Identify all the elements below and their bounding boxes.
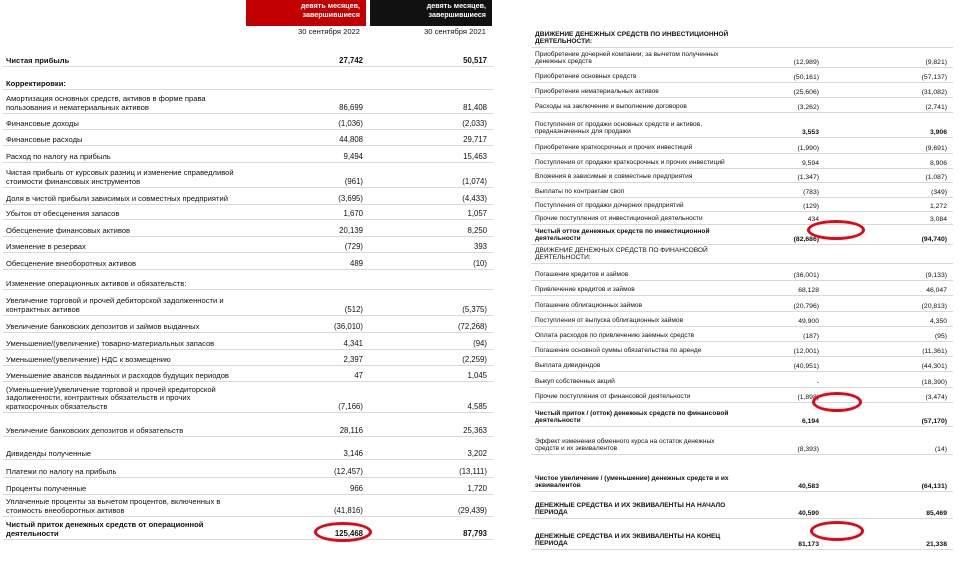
value-2021: (349) <box>931 189 947 196</box>
value-2022: 44,808 <box>339 135 363 144</box>
table-row <box>531 492 953 519</box>
value-2022: (3,262) <box>797 104 819 111</box>
table-row <box>3 205 493 220</box>
table-row <box>3 67 493 90</box>
value-2022: (1,347) <box>797 174 819 181</box>
value-2021: (10) <box>473 259 487 268</box>
value-2021: 81,408 <box>463 103 487 112</box>
value-2022: (3,695) <box>338 194 363 203</box>
value-2022: (961) <box>344 177 363 186</box>
value-2022: - <box>816 379 819 386</box>
value-2021: (2,259) <box>462 355 487 364</box>
value-2022: 40,583 <box>798 483 819 490</box>
table-row <box>531 138 953 154</box>
table-row <box>531 403 953 427</box>
value-2021: (5,375) <box>462 305 487 314</box>
row-label: Чистое увеличение / (уменьшение) денежных средств и их эквивалентов <box>535 474 729 490</box>
row-label: Поступления от продажи основных средств и активов, предназначенных для продажи <box>535 120 703 136</box>
value-2021: 8,906 <box>929 160 947 167</box>
value-2021: (9,691) <box>925 145 947 152</box>
row-label: Эффект изменения обменного курса на остаток денежных средств и их эквивалентов <box>535 437 715 453</box>
value-2021: (29,439) <box>457 506 487 515</box>
column-header-2021: девять месяцев, завершившиеся <box>370 0 492 26</box>
table-row <box>531 154 953 169</box>
table-row <box>531 372 953 388</box>
date-2021: 30 сентября 2021 <box>424 27 486 36</box>
value-2022: (729) <box>344 242 363 251</box>
value-2022: 47 <box>354 371 363 380</box>
table-row <box>3 460 493 478</box>
table-row <box>3 437 493 460</box>
row-label: Расход по налогу на прибыль <box>6 151 111 161</box>
row-label: Приобретение нематериальных активов <box>535 88 659 96</box>
value-2022: (512) <box>344 305 363 314</box>
row-label: Увеличение банковских депозитов и займов выданных <box>6 321 200 331</box>
value-2021: (2,741) <box>925 104 947 111</box>
row-label: Платежи по налогу на прибыль <box>6 466 117 476</box>
row-label: Чистая прибыль <box>6 55 70 65</box>
value-2021: (18,390) <box>921 379 947 386</box>
value-2022: (129) <box>803 203 819 210</box>
row-label: Поступления от выпуска облигационных займов <box>535 317 684 325</box>
value-2022: (7,166) <box>338 402 363 411</box>
date-2022: 30 сентября 2022 <box>298 27 360 36</box>
row-label: Чистый приток / (отток) денежных средств по финансовой деятельности <box>535 409 729 425</box>
row-label: Погашение основной суммы обязательства по аренде <box>535 347 702 355</box>
table-row <box>531 264 953 281</box>
row-label: ДЕНЕЖНЫЕ СРЕДСТВА И ИХ ЭКВИВАЛЕНТЫ НА КОНЕЦ ПЕРИОДА <box>535 532 721 548</box>
row-label: Погашение кредитов и займов <box>535 271 629 279</box>
row-label: Амортизация основных средств, активов в форме права пользования и нематериальных активов <box>6 94 206 112</box>
table-row <box>531 296 953 312</box>
row-label: Поступления от продажи дочерних предприятий <box>535 202 684 210</box>
row-label: Изменение в резервах <box>6 241 86 251</box>
value-2021: 21,338 <box>926 541 947 548</box>
column-header-2022: девять месяцев, завершившиеся <box>246 0 366 26</box>
table-row <box>3 316 493 333</box>
table-row <box>3 517 493 540</box>
row-label: Уменьшение/(увеличение) товарно-материальных запасов <box>6 338 215 348</box>
value-2022: 20,139 <box>339 226 363 235</box>
table-row <box>531 342 953 357</box>
table-row <box>3 114 493 130</box>
row-label: Оплата расходов по привлечению заемных средств <box>535 332 695 340</box>
value-2022: 125,468 <box>334 529 363 538</box>
value-2022: (783) <box>803 189 819 196</box>
row-label: ДВИЖЕНИЕ ДЕНЕЖНЫХ СРЕДСТВ ПО ИНВЕСТИЦИОННОЙ ДЕЯТЕЛЬНОСТИ: <box>535 30 729 46</box>
table-row <box>531 83 953 98</box>
value-2022: 3,146 <box>343 449 363 458</box>
row-label: Прочие поступления от финансовой деятельности <box>535 393 691 401</box>
value-2021: (94,740) <box>921 236 947 243</box>
table-row <box>3 350 493 366</box>
value-2021: 3,202 <box>467 449 487 458</box>
table-row <box>3 130 493 146</box>
value-2022: (20,796) <box>793 303 819 310</box>
row-label: Вложения в зависимые и совместные предприятия <box>535 173 693 181</box>
value-2021: 1,272 <box>929 203 947 210</box>
row-label: Обесценение финансовых активов <box>6 225 131 235</box>
value-2021: 393 <box>473 242 487 251</box>
row-label: Поступления от продажи краткосрочных и прочих инвестиций <box>535 159 725 167</box>
table-row <box>531 183 953 198</box>
table-row <box>3 333 493 350</box>
value-2022: 3,553 <box>801 129 819 136</box>
value-2021: 1,720 <box>467 484 487 493</box>
row-label: Проценты полученные <box>6 483 87 493</box>
table-row <box>3 290 493 316</box>
table-row <box>3 413 493 437</box>
value-2021: (44,301) <box>921 363 947 370</box>
value-2021: 25,363 <box>463 426 487 435</box>
value-2022: 2,397 <box>343 355 363 364</box>
value-2022: (1,036) <box>338 119 363 128</box>
table-row <box>531 198 953 212</box>
table-row <box>3 382 493 413</box>
value-2022: 27,742 <box>339 56 363 65</box>
value-2022: (40,951) <box>793 363 819 370</box>
row-label: Финансовые доходы <box>6 118 79 128</box>
value-2021: 50,517 <box>463 56 487 65</box>
table-row <box>531 245 953 264</box>
value-2022: 9,494 <box>343 152 363 161</box>
value-2022: 81,173 <box>798 541 819 548</box>
table-row <box>3 163 493 188</box>
table-row <box>3 220 493 237</box>
value-2021: (14) <box>934 446 947 453</box>
row-label: Убыток от обесценения запасов <box>6 208 120 218</box>
value-2022: 28,116 <box>339 426 363 435</box>
table-row <box>531 427 953 455</box>
table-row <box>3 237 493 253</box>
table-row <box>3 495 493 517</box>
row-label: Финансовые расходы <box>6 134 83 144</box>
table-row <box>531 225 953 245</box>
value-2021: 4,350 <box>929 318 947 325</box>
value-2022: (12,001) <box>793 348 819 355</box>
value-2022: 40,590 <box>798 510 819 517</box>
table-row <box>3 146 493 163</box>
value-2021: (13,111) <box>459 467 487 476</box>
row-label: Корректировки: <box>6 78 66 88</box>
table-row <box>531 48 953 68</box>
table-row <box>3 90 493 114</box>
row-label: Привлечение кредитов и займов <box>535 286 635 294</box>
value-2021: (9,133) <box>925 272 947 279</box>
highlight-ring <box>812 392 862 412</box>
table-row <box>531 68 953 83</box>
row-label: Расходы на заключение и выполнение договоров <box>535 103 687 111</box>
row-label: ДВИЖЕНИЕ ДЕНЕЖНЫХ СРЕДСТВ ПО ФИНАНСОВОЙ ДЕЯТЕЛЬНОСТИ: <box>535 246 708 262</box>
row-label: Выкуп собственных акций <box>535 378 615 386</box>
table-row <box>531 169 953 183</box>
row-label: Увеличение банковских депозитов и обязательств <box>6 425 184 435</box>
value-2021: 8,250 <box>467 226 487 235</box>
value-2021: 3,084 <box>929 216 947 223</box>
table-row <box>3 270 493 290</box>
table-row <box>3 188 493 205</box>
table-row <box>531 388 953 403</box>
value-2021: 3,906 <box>929 129 947 136</box>
table-row <box>531 327 953 342</box>
value-2022: (36,010) <box>333 322 363 331</box>
value-2021: (20,813) <box>921 303 947 310</box>
value-2022: (187) <box>803 333 819 340</box>
value-2021: (57,170) <box>921 418 947 425</box>
value-2021: (1,087) <box>925 174 947 181</box>
row-label: Чистый отток денежных средств по инвестиционной деятельности <box>535 227 710 243</box>
value-2022: 489 <box>349 259 363 268</box>
row-label: Уплаченные проценты за вычетом процентов, включенных в стоимость внеоборотных активов <box>6 497 221 515</box>
value-2022: (41,816) <box>333 506 363 515</box>
row-label: Приобретение основных средств <box>535 73 637 81</box>
value-2021: 4,585 <box>467 402 487 411</box>
row-label: Уменьшение/(увеличение) НДС к возмещению <box>6 354 171 364</box>
value-2021: 15,463 <box>463 152 487 161</box>
table-row <box>531 98 953 113</box>
table-row <box>3 366 493 382</box>
table-row <box>531 357 953 372</box>
table-row <box>531 455 953 492</box>
row-label: Доля в чистой прибыли зависимых и совместных предприятий <box>6 193 228 203</box>
row-label: Уменьшение авансов выданных и расходов будущих периодов <box>6 370 229 380</box>
row-label: Изменение операционных активов и обязательств: <box>6 278 187 288</box>
table-row <box>531 212 953 225</box>
value-2021: 85,469 <box>926 510 947 517</box>
value-2021: 87,793 <box>463 529 487 538</box>
highlight-ring <box>807 220 865 240</box>
row-label: Выплаты по контрактам своп <box>535 188 625 196</box>
value-2021: 29,717 <box>463 135 487 144</box>
highlight-ring <box>314 522 372 542</box>
value-2022: (1,990) <box>797 145 819 152</box>
value-2021: (31,082) <box>921 89 947 96</box>
value-2021: (1,074) <box>462 177 487 186</box>
value-2022: (12,989) <box>793 59 819 66</box>
row-label: Чистая прибыль от курсовых разниц и изменение справедливой стоимости финансовых инструментов <box>6 168 234 186</box>
value-2022: 4,341 <box>343 339 363 348</box>
value-2021: 46,047 <box>926 287 947 294</box>
row-label: Обесценение внеоборотных активов <box>6 258 136 268</box>
value-2022: 68,128 <box>798 287 819 294</box>
highlight-ring <box>810 521 864 541</box>
table-row <box>531 519 953 550</box>
row-label: Приобретение краткосрочных и прочих инвестиций <box>535 144 693 152</box>
value-2021: (57,137) <box>921 74 947 81</box>
row-label: Чистый приток денежных средств от операционной деятельности <box>6 520 204 538</box>
value-2022: 9,594 <box>801 160 819 167</box>
row-label: Выплата дивидендов <box>535 362 601 370</box>
value-2022: 434 <box>807 216 819 223</box>
value-2022: (50,161) <box>793 74 819 81</box>
value-2022: 86,699 <box>339 103 363 112</box>
value-2021: (64,131) <box>921 483 947 490</box>
value-2021: (9,821) <box>925 59 947 66</box>
value-2022: 6,194 <box>801 418 819 425</box>
row-label: Погашение облигационных займов <box>535 302 643 310</box>
value-2021: (4,433) <box>462 194 487 203</box>
value-2022: (36,001) <box>793 272 819 279</box>
value-2021: (94) <box>473 339 487 348</box>
row-label: ДЕНЕЖНЫЕ СРЕДСТВА И ИХ ЭКВИВАЛЕНТЫ НА НАЧАЛО ПЕРИОДА <box>535 501 726 517</box>
value-2022: 49,900 <box>798 318 819 325</box>
value-2021: (2,033) <box>462 119 487 128</box>
value-2021: (72,268) <box>457 322 487 331</box>
row-label: Дивиденды полученные <box>6 448 92 458</box>
value-2021: 1,057 <box>467 209 487 218</box>
value-2022: (25,606) <box>793 89 819 96</box>
value-2021: 1,045 <box>467 371 487 380</box>
row-label: (Уменьшение)/увеличение торговой и прочей кредиторской задолженности, контрактных обязательств и прочих краткосрочных обязательств <box>6 384 216 411</box>
row-label: Приобретение дочерней компании, за вычетом полученных денежных средств <box>535 50 719 66</box>
table-row <box>3 253 493 270</box>
table-row <box>531 281 953 296</box>
value-2021: (11,361) <box>922 348 947 355</box>
row-label: Прочие поступления от инвестиционной деятельности <box>535 215 703 223</box>
value-2022: (82,686) <box>793 236 819 243</box>
value-2021: (95) <box>934 333 947 340</box>
value-2021: (3,474) <box>925 394 947 401</box>
value-2022: 966 <box>349 484 363 493</box>
row-label: Увеличение торговой и прочей дебиторской задолженности и контрактных активов <box>6 296 224 314</box>
table-row <box>531 312 953 327</box>
value-2022: (8,393) <box>797 446 819 453</box>
value-2022: (1,898) <box>797 394 819 401</box>
table-row <box>531 113 953 138</box>
table-row <box>3 42 493 67</box>
value-2022: (12,457) <box>333 467 363 476</box>
table-row <box>531 30 953 48</box>
value-2022: 1,670 <box>343 209 363 218</box>
table-row <box>3 478 493 495</box>
